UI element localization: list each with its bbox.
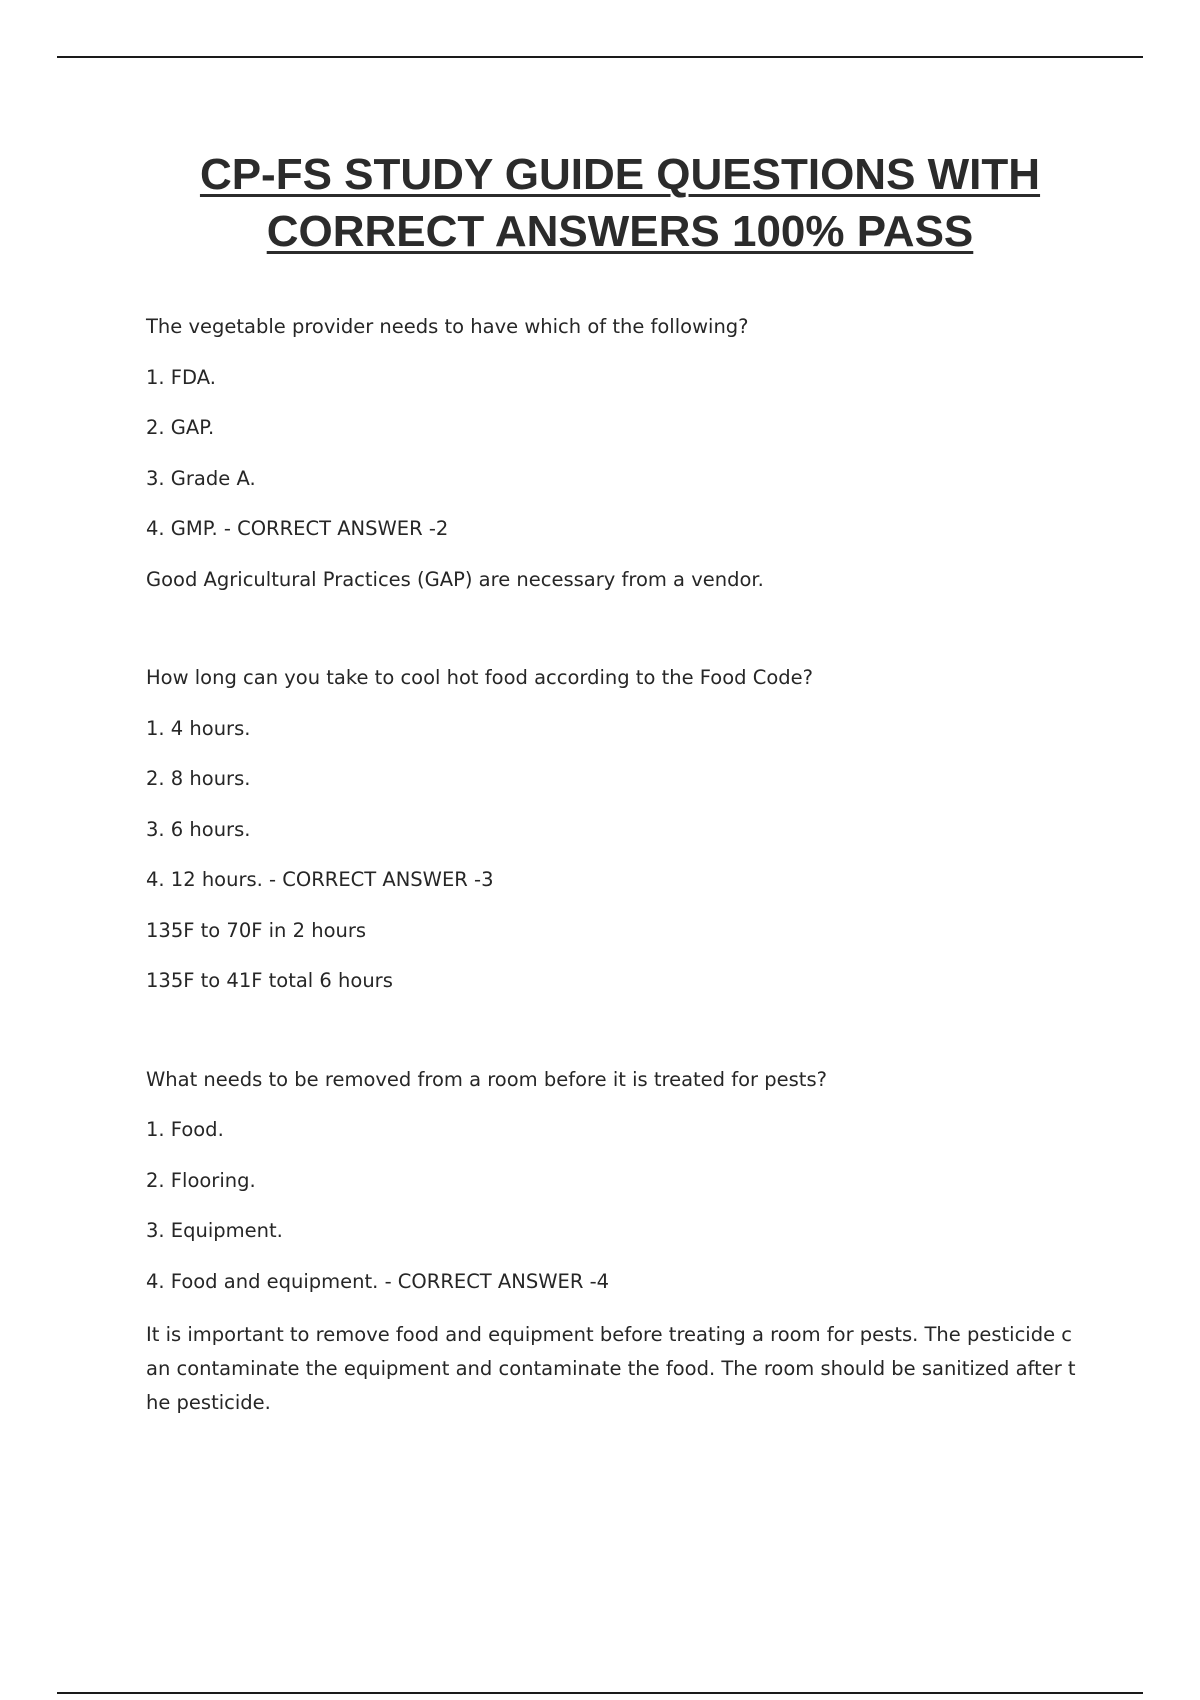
bottom-divider xyxy=(57,1692,1143,1694)
answer-option: 3. Equipment. xyxy=(146,1219,283,1242)
answer-option-correct: 4. 12 hours. - CORRECT ANSWER -3 xyxy=(146,868,494,891)
question-text: The vegetable provider needs to have which of the following? xyxy=(146,315,749,338)
question-block-3 xyxy=(146,1066,1082,1421)
answer-option: 1. FDA. xyxy=(146,365,216,389)
document-title xyxy=(0,146,1200,260)
questions-list xyxy=(146,313,1082,1468)
question-text: How long can you take to cool hot food according to the Food Code? xyxy=(146,666,814,689)
answer-option: 2. GAP. xyxy=(146,416,215,439)
answer-option-correct: 4. GMP. - CORRECT ANSWER -2 xyxy=(146,517,449,540)
explanation-paragraph: It is important to remove food and equipment before treating a room for pests. The pesticide can contaminate the equipment and contaminate the food. The room should be sanitized after the pesticide. xyxy=(146,1323,1076,1414)
answer-option: 3. Grade A. xyxy=(146,466,256,490)
answer-option: 2. 8 hours. xyxy=(146,767,251,790)
top-divider xyxy=(57,56,1143,58)
explanation-line: 135F to 70F in 2 hours xyxy=(146,918,367,942)
title-line-1: CP-FS STUDY GUIDE QUESTIONS WITH xyxy=(199,150,1041,199)
answer-option: 3. 6 hours. xyxy=(146,817,251,841)
question-text: What needs to be removed from a room before it is treated for pests? xyxy=(146,1067,827,1091)
answer-option: 1. 4 hours. xyxy=(146,716,251,740)
explanation-line: Good Agricultural Practices (GAP) are necessary from a vendor. xyxy=(146,567,764,591)
title-line-2: CORRECT ANSWERS 100% PASS xyxy=(266,207,974,256)
answer-option: 1. Food. xyxy=(146,1118,224,1141)
answer-option: 2. Flooring. xyxy=(146,1168,256,1192)
question-block-2 xyxy=(146,664,1082,1018)
question-block-1 xyxy=(146,313,1082,616)
answer-option-correct: 4. Food and equipment. - CORRECT ANSWER -4 xyxy=(146,1269,610,1293)
explanation-line: 135F to 41F total 6 hours xyxy=(146,969,393,992)
